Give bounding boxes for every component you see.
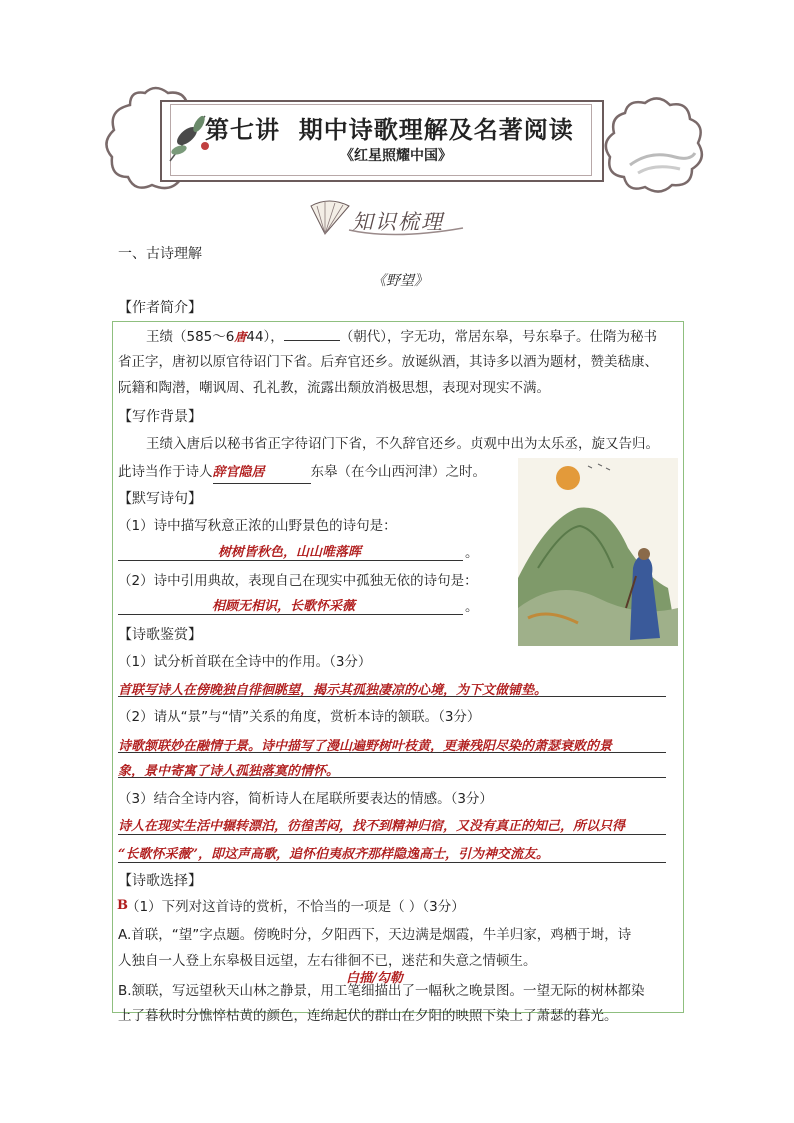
answer-mark: 唐	[234, 330, 247, 344]
option-a-line-1: A.首联，“望”字点题。傍晚时分，夕阳西下，天边满是烟霞，牛羊归家，鸡栖于埘，诗	[118, 927, 632, 943]
dictation-heading: 【默写诗句】	[118, 491, 202, 507]
appreciation-answer-2a: 诗歌颔联妙在融情于景。诗中描写了漫山遍野树叶枝黄，更兼残阳尽染的萧瑟衰败的景	[118, 739, 613, 754]
dictation-answer-2: 相顾无相识，长歌怀采薇	[212, 599, 356, 614]
dictation-question-1: （1）诗中描写秋意正浓的山野景色的诗句是：	[118, 518, 397, 534]
underline	[118, 776, 666, 778]
underline	[118, 833, 666, 835]
background-line-1: 王绩入唐后以秘书省正字待诏门下省，不久辞官还乡。贞观中出为太乐丞，旋又告归。	[146, 436, 659, 452]
cloud-decoration-right	[600, 95, 710, 195]
dictation-question-2: （2）诗中引用典故，表现自己在现实中孤独无依的诗句是：	[118, 573, 478, 589]
landscape-illustration	[518, 458, 678, 646]
underline	[118, 695, 666, 697]
answer-line-1	[118, 695, 666, 697]
answer-line-5	[118, 861, 666, 863]
appreciation-question-3: （3）结合全诗内容，简析诗人在尾联所要表达的情感。（3分）	[118, 791, 493, 807]
choice-answer-mark: B	[117, 898, 128, 913]
section-title: 一、古诗理解	[118, 246, 202, 262]
background-heading: 【写作背景】	[118, 409, 202, 425]
appreciation-question-2: （2）请从“景”与“情”关系的角度，赏析本诗的颔联。（3分）	[118, 709, 481, 725]
appreciation-question-1: （1）试分析首联在全诗中的作用。（3分）	[118, 654, 372, 670]
author-line-1	[146, 326, 657, 347]
answer-line-4	[118, 833, 666, 835]
blank-background	[213, 462, 311, 484]
knowledge-badge-text: 知识梳理	[352, 210, 444, 234]
background-answer: 辞官隐居	[212, 465, 265, 480]
author-text-a: 王绩（585～6	[146, 329, 235, 345]
page-title: 第七讲 期中诗歌理解及名著阅读	[205, 115, 574, 144]
author-text-b: 44），	[246, 329, 284, 345]
choice-heading: 【诗歌选择】	[118, 873, 202, 889]
background-line-2	[118, 462, 486, 484]
page-subtitle: 《红星照耀中国》	[340, 148, 452, 164]
answer-line-3	[118, 776, 666, 778]
background-text-a: 此诗当作于诗人	[118, 464, 213, 480]
appreciation-answer-3b: “长歌怀采薇”，即这声高歌，追怀伯夷叔齐那样隐逸高士，引为神交流友。	[118, 847, 549, 862]
appreciation-answer-3a: 诗人在现实生活中辗转漂泊，彷徨苦闷，找不到精神归宿，又没有真正的知己，所以只得	[118, 819, 626, 834]
author-heading: 【作者简介】	[118, 300, 202, 316]
poem-title: 《野望》	[372, 273, 428, 289]
answer-line-2	[118, 751, 666, 753]
appreciation-answer-2b: 象，景中寄寓了诗人孤独落寞的情怀。	[118, 764, 340, 779]
underline	[118, 861, 666, 863]
author-text-c: （朝代），字无功，常居东皋，号东皋子。仕隋为秘书	[339, 329, 658, 345]
dictation-answer-1: 树树皆秋色，山山唯落晖	[218, 545, 362, 560]
option-b-line-2: 上了暮秋时分憔悴枯黄的颜色，连绵起伏的群山在夕阳的映照下染上了萧瑟的暮光。	[118, 1008, 618, 1024]
option-b-line-1: B.颔联，写远望秋天山林之静景，用工笔细描出了一幅秋之晚景图。一望无际的树林都染	[118, 983, 645, 999]
handwritten-annotation: 白描/勾勒	[346, 971, 403, 986]
author-line-3: 阮籍和陶潜，嘲讽周、孔礼教，流露出颓放消极思想，表现对现实不满。	[118, 380, 550, 396]
background-text-b: 东皋（在今山西河津）之时。	[310, 464, 486, 480]
choice-question-1: （1）下列对这首诗的赏析，不恰当的一项是（ ）（3分）	[126, 899, 465, 915]
period-1: 。	[465, 545, 479, 561]
option-a-line-2: 人独自一人登上东皋极目远望，左右徘徊不已，迷茫和失意之情顿生。	[118, 953, 537, 969]
appreciation-answer-1: 首联写诗人在傍晚独自徘徊眺望，揭示其孤独凄凉的心境，为下文做铺垫。	[118, 683, 548, 698]
period-2: 。	[465, 599, 479, 615]
blank-dynasty	[284, 326, 340, 341]
underline	[118, 751, 666, 753]
author-line-2: 省正字，唐初以原官待诏门下省。后弃官还乡。放诞纵酒，其诗多以酒为题材，赞美嵇康、	[118, 354, 658, 370]
appreciation-heading: 【诗歌鉴赏】	[118, 627, 202, 643]
